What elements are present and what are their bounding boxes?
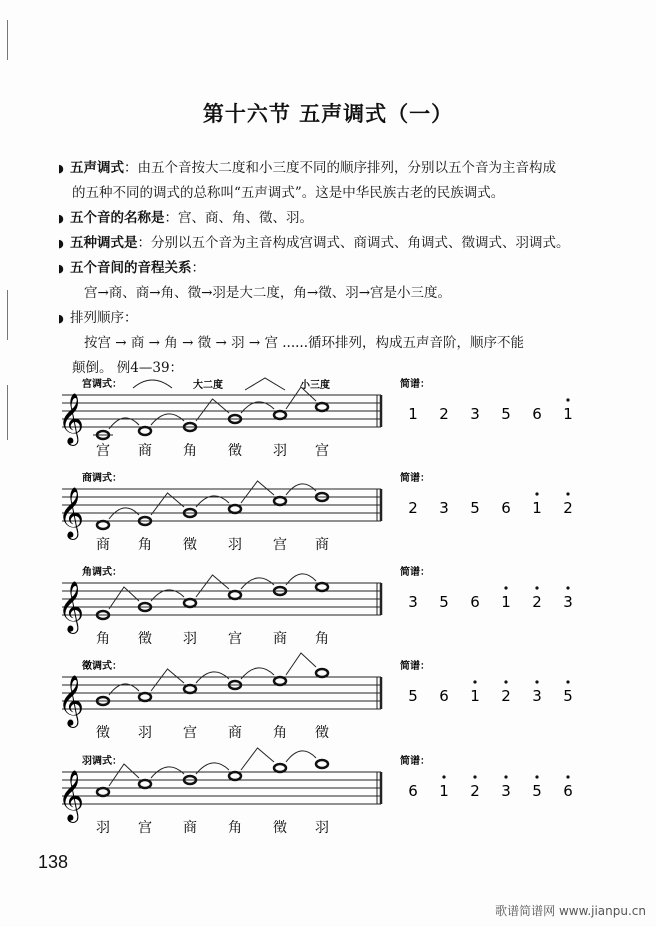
whole-note — [139, 693, 151, 701]
syllable-label: 宫 — [273, 537, 287, 553]
jianpu-number: 6 — [439, 687, 449, 705]
legend-major-second: 大二度 — [193, 380, 223, 391]
octave-dot — [504, 680, 507, 683]
syllable-label: 商 — [183, 820, 197, 836]
syllable-label: 宫 — [228, 631, 242, 647]
text: 排列顺序： — [70, 310, 138, 326]
syllable-label: 徵 — [315, 725, 329, 741]
jianpu-number: 6 — [470, 593, 480, 611]
octave-dot — [504, 775, 507, 778]
minor-third-peak — [109, 764, 139, 786]
jianpu-number: 3 — [532, 687, 542, 705]
jianpu-number: 1 — [501, 593, 511, 611]
whole-note — [97, 788, 109, 796]
text: ：宫、商、角、徵、羽。 — [164, 210, 313, 226]
syllable-label: 羽 — [183, 631, 197, 647]
octave-dot — [566, 398, 569, 401]
treble-clef-icon: 𝄞 — [58, 675, 85, 726]
jianpu-number: 6 — [532, 405, 542, 423]
jianpu-number: 6 — [501, 499, 511, 517]
octave-dot — [535, 775, 538, 778]
bullet-icon: ◗ — [58, 162, 64, 175]
jianpu-number: 5 — [439, 593, 449, 611]
jianpu-number: 1 — [470, 687, 480, 705]
whole-note — [184, 685, 196, 693]
jianpu-number: 2 — [501, 687, 511, 705]
syllable-label: 商 — [273, 631, 287, 647]
octave-dot — [566, 775, 569, 778]
section-title: 第十六节 五声调式（一） — [202, 101, 454, 126]
mode-name: 羽调式： — [82, 756, 122, 767]
minor-third-peak — [241, 481, 274, 503]
minor-third-peak — [241, 748, 274, 770]
whole-note — [139, 427, 151, 435]
term: 五声调式 — [70, 160, 124, 176]
jianpu-number: 3 — [501, 782, 511, 800]
jianpu-label: 简谱： — [400, 661, 430, 672]
syllable-label: 角 — [183, 443, 197, 459]
syllable-label: 羽 — [315, 820, 329, 836]
octave-dot — [473, 680, 476, 683]
term: 五个音间的音程关系 — [70, 260, 192, 276]
text: 的五种不同的调式的总称叫“五声调式”。这是中华民族古老的民族调式。 — [72, 185, 505, 201]
jianpu-number: 5 — [532, 782, 542, 800]
text: ：分别以五个音为主音构成宫调式、商调式、角调式、徵调式、羽调式。 — [137, 235, 570, 251]
jianpu-number: 2 — [470, 782, 480, 800]
syllable-label: 商 — [138, 443, 152, 459]
octave-dot — [535, 680, 538, 683]
octave-dot — [535, 586, 538, 589]
syllable-label: 角 — [273, 725, 287, 741]
jianpu-number: 3 — [439, 499, 449, 517]
jianpu-number: 5 — [563, 687, 573, 705]
syllable-label: 角 — [228, 820, 242, 836]
syllable-label: 徵 — [183, 537, 197, 553]
syllable-label: 羽 — [96, 820, 110, 836]
text: ： — [191, 260, 205, 276]
whole-note — [139, 780, 151, 788]
jianpu-number: 5 — [470, 499, 480, 517]
jianpu-number: 2 — [532, 593, 542, 611]
syllable-label: 徵 — [273, 820, 287, 836]
octave-dot — [504, 586, 507, 589]
whole-note — [229, 772, 241, 780]
syllable-label: 徵 — [96, 725, 110, 741]
syllable-label: 宫 — [183, 725, 197, 741]
syllable-label: 商 — [315, 537, 329, 553]
syllable-label: 徵 — [138, 631, 152, 647]
jianpu-number: 1 — [532, 499, 542, 517]
minor-third-peak-icon — [245, 378, 285, 390]
text: 按宫 → 商 → 角 → 徵 → 羽 → 宫 ......循环排列，构成五声音阶，顺序不能 — [84, 335, 525, 351]
jianpu-number: 2 — [439, 405, 449, 423]
jianpu-number: 2 — [563, 499, 573, 517]
whole-note — [184, 599, 196, 607]
jianpu-number: 5 — [408, 687, 418, 705]
syllable-label: 宫 — [96, 443, 110, 459]
jianpu-label: 简谱： — [400, 567, 430, 578]
octave-dot — [566, 680, 569, 683]
syllable-label: 羽 — [273, 443, 287, 459]
bullet-icon: ◗ — [58, 237, 64, 250]
syllable-label: 角 — [96, 631, 110, 647]
octave-dot — [442, 775, 445, 778]
bullet-icon: ◗ — [58, 212, 64, 225]
treble-clef-icon: 𝄞 — [58, 770, 85, 821]
octave-dot — [566, 492, 569, 495]
treble-clef-icon: 𝄞 — [58, 393, 85, 444]
mode-name: 商调式： — [82, 473, 122, 484]
whole-note — [316, 403, 328, 411]
mode-name: 宫调式： — [82, 379, 122, 390]
major-second-arc-icon — [133, 380, 172, 388]
jianpu-number: 3 — [563, 593, 573, 611]
page-number: 138 — [38, 852, 69, 872]
minor-third-peak — [151, 493, 184, 515]
text: ：由五个音按大二度和小三度不同的顺序排列，分别以五个音为主音构成 — [124, 160, 556, 176]
whole-note — [316, 583, 328, 591]
text: 颠倒。 例4—39： — [72, 360, 184, 376]
jianpu-number: 1 — [408, 405, 418, 423]
bullet-icon: ◗ — [58, 312, 64, 325]
jianpu-number: 2 — [408, 499, 418, 517]
jianpu-label: 简谱： — [400, 473, 430, 484]
jianpu-number: 1 — [563, 405, 573, 423]
whole-note — [274, 764, 286, 772]
mode-name: 角调式： — [82, 567, 122, 578]
jianpu-number: 5 — [501, 405, 511, 423]
octave-dot — [566, 586, 569, 589]
watermark: 歌谱简谱网 www.jianpu.cn — [495, 904, 646, 918]
jianpu-number: 3 — [408, 593, 418, 611]
syllable-label: 羽 — [228, 537, 242, 553]
minor-third-peak — [196, 399, 229, 421]
legend-minor-third: 小三度 — [300, 380, 330, 391]
syllable-label: 角 — [138, 537, 152, 553]
mode-name: 徵调式： — [82, 661, 122, 672]
jianpu-number: 6 — [408, 782, 418, 800]
jianpu-number: 3 — [470, 405, 480, 423]
syllable-label: 商 — [228, 725, 242, 741]
bullet-icon: ◗ — [58, 262, 64, 275]
minor-third-peak — [151, 669, 184, 691]
term: 五种调式是 — [70, 235, 138, 251]
whole-note — [274, 411, 286, 419]
treble-clef-icon: 𝄞 — [58, 487, 85, 538]
syllable-label: 宫 — [138, 820, 152, 836]
syllable-label: 商 — [96, 537, 110, 553]
whole-note — [97, 521, 109, 529]
jianpu-label: 简谱： — [400, 756, 430, 767]
text: 宫→商、商→角、徵→羽是大二度，角→徵、羽→宫是小三度。 — [84, 285, 452, 301]
whole-note — [316, 760, 328, 768]
major-second-arc — [286, 751, 316, 762]
syllable-label: 宫 — [315, 443, 329, 459]
term: 五个音的名称是 — [70, 210, 165, 226]
jianpu-number: 1 — [439, 782, 449, 800]
whole-note — [229, 591, 241, 599]
jianpu-number: 6 — [563, 782, 573, 800]
whole-note — [229, 505, 241, 513]
jianpu-label: 简谱： — [400, 379, 430, 390]
whole-note — [274, 677, 286, 685]
whole-note — [316, 669, 328, 677]
minor-third-peak — [196, 575, 229, 597]
octave-dot — [535, 492, 538, 495]
octave-dot — [473, 775, 476, 778]
whole-note — [274, 497, 286, 505]
minor-third-peak — [286, 653, 316, 675]
syllable-label: 羽 — [138, 725, 152, 741]
treble-clef-icon: 𝄞 — [58, 581, 85, 632]
syllable-label: 徵 — [228, 443, 242, 459]
syllable-label: 角 — [315, 631, 329, 647]
minor-third-peak — [109, 587, 139, 609]
